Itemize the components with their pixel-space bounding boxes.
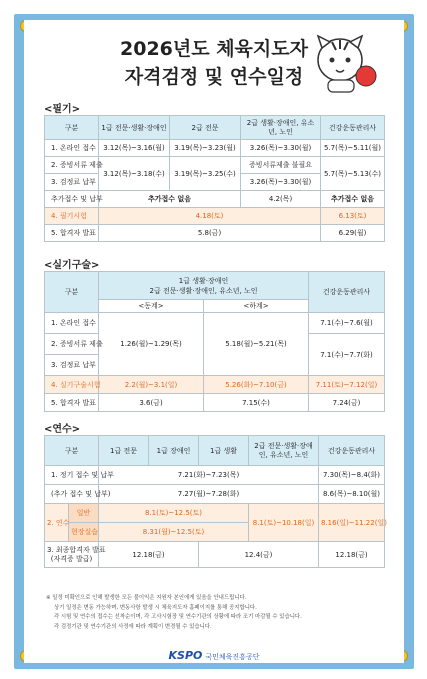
table-cell: 7.24(금) [309,394,385,412]
table-cell: 3.19(목)~3.25(수) [170,157,241,191]
table-cell: 5.18(월)~5.21(목) [204,313,309,376]
table-cell: 7.15(수) [204,394,309,412]
table-header-row [45,436,385,466]
page-subtitle: 자격검정 및 연수일정 [124,66,304,88]
table-cell: 12.4(금) [199,542,319,568]
table-cell: 8.6(목)~8.10(월) [319,485,385,504]
row-label: 4. 필기시험 [45,208,99,225]
tiger-mascot-icon [310,30,380,96]
table-row [45,225,385,242]
table-row [45,157,385,174]
note-line: 각 시험 및 연수의 접수는 선착순이며, 각 고사시험장 및 연수기관의 상황에 따라 조기 마감될 수 있습니다. [54,614,302,620]
row-label: 5. 합격자 발표 [45,225,99,242]
table-row [45,313,385,334]
table-row [45,394,385,412]
header-cell: <하계> [204,300,309,313]
header-cell: 1급 전문 [99,436,149,466]
table-row [45,485,385,504]
header-cell: 건강운동관리사 [319,436,385,466]
table-cell: 6.13(토) [321,208,385,225]
header-cell: 1급 전문·생활·장애인 [99,116,170,140]
header-cell: 2급 생활·장애인, 유소년, 노인 [241,116,321,140]
table-row [45,466,385,485]
section-written: <필기> [44,104,81,115]
logo-mark: KSPO [168,649,203,662]
table-cell: 4.18(토) [99,208,321,225]
table-cell: 3.19(목)~3.23(월) [170,140,241,157]
row-label: 5. 합격자 발표 [45,394,99,412]
table-cell: 추가접수 없음 [321,191,385,208]
table-row-highlight [45,504,385,523]
note-line: 각 검정기관 및 연수기관의 사정에 따라 계획이 변경될 수 있습니다. [54,623,212,630]
section-training: <연수> [44,424,81,435]
sub-label: 현장실습 [69,523,99,542]
practical-table [44,271,385,412]
kspo-logo [24,644,404,663]
table-row [45,542,385,568]
header-cell: 건강운동관리사 [321,116,385,140]
table-cell: 7.30(목)~8.4(화) [319,466,385,485]
row-label: 2. 연수 [45,504,69,542]
row-label: 3. 검정료 납부 [45,174,99,191]
table-cell: 5.26(화)~7.10(금) [204,376,309,394]
row-label: 1. 정기 접수 및 납부 [45,466,99,485]
row-label: 4. 실기구술시험 [45,376,99,394]
table-cell: 3.12(목)~3.16(월) [99,140,170,157]
table-cell: 7.1(수)~7.7(화) [309,334,385,376]
table-row [45,140,385,157]
header-cell: 건강운동관리사 [309,272,385,313]
row-label: 1. 온라인 접수 [45,313,99,334]
written-table [44,115,385,242]
header-cell: 구분 [45,272,99,313]
note-line: 상기 일정은 변동 가능하며, 변동사항 발생 시 체육지도자 홈페이지를 통해 공지합니다. [54,604,257,611]
schedule-poster [24,20,404,663]
row-label: (추가 접수 및 납부) [45,485,99,504]
table-cell: 3.12(목)~3.18(수) [99,157,170,191]
header-cell: 구분 [45,436,99,466]
notes [46,594,396,632]
row-label: 2. 증빙서류 제출 [45,157,99,174]
header-cell: 구분 [45,116,99,140]
table-cell: 5.8(금) [99,225,321,242]
row-label: 3. 최종합격자 발표 (자격증 발급) [45,542,99,568]
table-cell: 2.2(월)~3.1(일) [99,376,204,394]
row-label: 추가접수 및 납부 [45,191,99,208]
row-label: 1. 온라인 접수 [45,140,99,157]
table-row [45,191,385,208]
note-line: ※ 일정 미확인으로 인해 발생한 모든 불이익은 지원자 본인에게 있음을 안내드립니다. [46,595,247,601]
header-cell: 1급 생활 [199,436,249,466]
sub-label: 일반 [69,504,99,523]
row-label: 2. 증빙서류 제출 [45,334,99,355]
table-cell: 7.27(월)~7.28(화) [99,485,319,504]
page-title: 2026년도 체육지도자 [120,38,308,60]
table-cell: 8.31(월)~12.5(토) [99,523,249,542]
table-cell: 7.21(화)~7.23(목) [99,466,319,485]
header-cell: 1급 장애인 [149,436,199,466]
section-practical: <실기구술> [44,260,100,271]
header-cell-group: 1급 생활·장애인 2급 전문·생활·장애인, 유소년, 노인 [99,272,309,300]
table-cell: 6.29(월) [321,225,385,242]
table-cell: 3.6(금) [99,394,204,412]
table-cell: 추가접수 없음 [99,191,241,208]
training-table [44,435,385,568]
table-cell: 8.1(토)~10.18(일) [249,504,319,542]
table-cell: 3.26(목)~3.30(월) [241,174,321,191]
table-cell: 4.2(목) [241,191,321,208]
table-cell: 5.7(목)~5.11(월) [321,140,385,157]
table-cell: 12.18(금) [99,542,199,568]
table-cell: 증빙서류제출 불필요 [241,157,321,174]
header-cell: 2급 전문·생활·장애인, 유소년, 노인 [249,436,319,466]
table-cell: 5.7(목)~5.13(수) [321,157,385,191]
table-row-highlight [45,376,385,394]
table-row-highlight [45,208,385,225]
table-cell: 7.1(수)~7.6(월) [309,313,385,334]
logo-org: 국민체육진흥공단 [205,653,260,661]
table-header-row [45,116,385,140]
row-label: 3. 검정료 납부 [45,355,99,376]
table-cell: 8.16(일)~11.22(일) [319,504,385,542]
table-cell: 12.18(금) [319,542,385,568]
table-cell: 3.26(목)~3.30(월) [241,140,321,157]
header-cell: <동계> [99,300,204,313]
header-cell: 2급 전문 [170,116,241,140]
table-cell: 1.26(월)~1.29(목) [99,313,204,376]
table-cell: 8.1(토)~12.5(토) [99,504,249,523]
table-cell: 7.11(토)~7.12(일) [309,376,385,394]
